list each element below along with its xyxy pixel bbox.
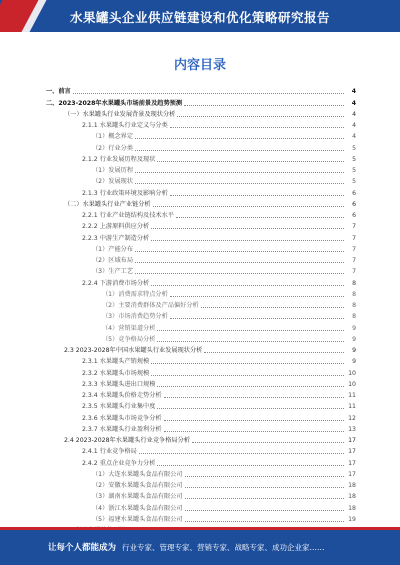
report-footer (0, 527, 400, 565)
toc-entry-title: 2.3.2 水果罐头市场规模 (82, 369, 150, 377)
toc-entry-title: 2.3.4 水果罐头价格走势分析 (82, 392, 162, 399)
toc-page-number: 8 (352, 290, 356, 298)
toc-dot-leader (170, 296, 344, 297)
toc-dot-leader (185, 476, 344, 477)
footer-red-stripe (0, 527, 400, 530)
toc-entry-title: 2.4.1 行业竞争格局 (82, 448, 137, 456)
toc-page-number: 18 (348, 504, 356, 512)
toc-page-number: 4 (351, 88, 356, 96)
report-title: 水果罐头企业供应链建设和优化策略研究报告 (69, 10, 330, 25)
toc-page-number: 5 (352, 178, 356, 186)
toc-page-number: 18 (348, 482, 356, 489)
toc-dot-leader (157, 465, 344, 466)
footer-slogan: 让每个人都能成为 (48, 543, 117, 553)
toc-page-number: 7 (352, 257, 356, 264)
toc-page-number: 18 (348, 493, 356, 501)
toc-page-number: 17 (348, 448, 356, 456)
toc-entry-title: 2.2.1 行业产业链结构及技术水平 (82, 212, 174, 219)
toc-page-number: 8 (352, 302, 356, 309)
toc-entry[interactable] (46, 424, 356, 435)
toc-entry-title: 2.1.3 行业政策环境及影响分析 (82, 189, 168, 197)
table-of-contents (46, 86, 356, 547)
toc-entry-title: 2.3 2023-2028年中国水果罐头行业发展现状分析 (64, 347, 203, 354)
toc-entry-title: （2）主要消费群体及产品偏好分析 (102, 302, 199, 309)
toc-entry[interactable] (46, 86, 356, 97)
toc-page-number: 13 (348, 425, 356, 433)
toc-dot-leader (177, 116, 344, 117)
toc-page-number: 9 (352, 324, 356, 332)
toc-entry[interactable] (46, 289, 356, 300)
toc-entry[interactable] (46, 480, 356, 491)
toc-entry[interactable] (46, 367, 356, 378)
toc-dot-leader (73, 93, 344, 94)
toc-entry[interactable] (46, 142, 356, 153)
toc-page-number: 10 (348, 380, 356, 388)
toc-dot-leader (164, 397, 344, 398)
toc-heading: 内容目录 (173, 58, 226, 73)
toc-entry[interactable] (46, 356, 356, 367)
toc-entry-title: （4）营销渠道分析 (102, 324, 156, 332)
toc-entry[interactable] (46, 244, 356, 255)
toc-page-number: 7 (352, 268, 356, 276)
toc-page-number: 7 (352, 223, 356, 231)
toc-entry-title: （1）发展历程 (92, 167, 134, 174)
toc-page-number: 6 (352, 212, 356, 219)
toc-entry[interactable] (46, 390, 356, 401)
toc-entry-title: 2.3.7 水果罐头行业盈利分析 (82, 425, 162, 433)
toc-entry-title: 2.1.2 行业发展历程及现状 (82, 155, 156, 163)
toc-entry-title: （1）大连水果罐头食品有限公司 (92, 470, 183, 478)
toc-dot-leader (176, 217, 344, 218)
toc-page-number: 11 (348, 392, 356, 399)
toc-entry[interactable] (46, 232, 356, 243)
toc-entry[interactable] (46, 334, 356, 345)
toc-entry-title: 2.4 2023-2028年水果罐头行业竞争格局分析 (64, 437, 190, 444)
toc-page-number: 17 (348, 459, 356, 467)
toc-entry-title: （一）水果罐头行业发展背景及现状分析 (64, 110, 176, 118)
toc-dot-leader (157, 341, 344, 342)
toc-entry[interactable] (46, 446, 356, 457)
toc-dot-leader (139, 453, 344, 454)
toc-dot-leader (164, 431, 344, 432)
toc-page-number: 8 (352, 279, 356, 287)
toc-dot-leader (157, 330, 344, 331)
toc-dot-leader (185, 487, 344, 488)
toc-dot-leader (170, 318, 344, 319)
toc-entry-title: （3）湖南水果罐头食品有限公司 (92, 493, 183, 501)
toc-page-number: 8 (352, 313, 356, 321)
toc-entry[interactable] (46, 514, 356, 525)
toc-entry-title: 2.4.2 重点企业竞争力分析 (82, 459, 156, 467)
toc-entry-title: 2.3.1 水果罐头产销规模 (82, 358, 150, 366)
toc-entry-title: 2.1.1 水果罐头行业定义与分类 (82, 122, 168, 129)
toc-entry[interactable] (46, 311, 356, 322)
toc-entry-title: （1）消费需求特点分析 (102, 290, 168, 298)
toc-entry[interactable] (46, 165, 356, 176)
toc-entry-title: 2.2.3 中游生产制造分析 (82, 234, 150, 242)
toc-page-number: 5 (352, 144, 356, 152)
toc-dot-leader (185, 510, 344, 511)
toc-page-number: 7 (352, 234, 356, 242)
toc-dot-leader (153, 206, 344, 207)
toc-dot-leader (201, 307, 344, 308)
toc-dot-leader (170, 127, 344, 128)
toc-dot-leader (164, 420, 344, 421)
toc-page-number: 5 (352, 155, 356, 163)
toc-entry-title: （2）安徽水果罐头食品有限公司 (92, 482, 183, 489)
toc-entry-title: （2）行业分类 (92, 144, 134, 152)
toc-entry-title: 一、前言 (46, 88, 71, 96)
toc-page-number: 6 (352, 189, 356, 197)
toc-entry[interactable] (46, 457, 356, 468)
toc-page-number: 9 (352, 358, 356, 366)
toc-dot-leader (157, 161, 344, 162)
toc-entry-title: 2.3.6 水果罐头市场竞争分析 (82, 414, 162, 422)
toc-entry[interactable] (46, 469, 356, 480)
toc-entry[interactable] (46, 187, 356, 198)
toc-dot-leader (151, 285, 344, 286)
toc-entry[interactable] (46, 131, 356, 142)
toc-dot-leader (192, 442, 344, 443)
toc-entry[interactable] (46, 502, 356, 513)
toc-page-number: 7 (352, 245, 356, 253)
toc-dot-leader (135, 273, 344, 274)
toc-entry[interactable] (46, 491, 356, 502)
toc-page-number: 10 (348, 369, 356, 377)
toc-entry[interactable] (46, 379, 356, 390)
toc-entry[interactable] (46, 266, 356, 277)
toc-dot-leader (135, 138, 344, 139)
toc-entry[interactable] (46, 210, 356, 221)
toc-page-number: 9 (352, 335, 356, 343)
toc-entry[interactable] (46, 412, 356, 423)
toc-entry-title: （3）生产工艺 (92, 268, 134, 276)
toc-entry-title: 二、2023-2028年水果罐头市场前景及趋势预测 (46, 99, 183, 107)
toc-entry[interactable] (46, 277, 356, 288)
toc-dot-leader (157, 408, 344, 409)
toc-dot-leader (135, 150, 344, 151)
toc-entry-title: （1）概念界定 (92, 133, 134, 141)
toc-dot-leader (135, 172, 344, 173)
toc-entry[interactable] (46, 255, 356, 266)
toc-dot-leader (185, 521, 344, 522)
toc-page-number: 9 (352, 347, 356, 354)
toc-page-number: 19 (348, 515, 356, 523)
toc-entry[interactable] (46, 97, 356, 108)
toc-dot-leader (157, 386, 344, 387)
toc-entry[interactable] (46, 322, 356, 333)
toc-page-number: 12 (348, 414, 356, 422)
toc-dot-leader (151, 363, 344, 364)
toc-entry[interactable] (46, 401, 356, 412)
toc-page-number: 11 (348, 403, 356, 411)
toc-entry[interactable] (46, 199, 356, 210)
toc-dot-leader (170, 195, 344, 196)
toc-dot-leader (204, 352, 344, 353)
toc-entry-title: （3）市场消费趋势分析 (102, 313, 168, 321)
toc-entry-title: （二）水果罐头行业产业链分析 (64, 200, 151, 208)
toc-entry-title: （1）产能分布 (92, 245, 134, 253)
toc-dot-leader (184, 105, 344, 106)
toc-dot-leader (151, 375, 344, 376)
toc-dot-leader (135, 183, 344, 184)
toc-entry-title: （2）区域布局 (92, 257, 134, 264)
toc-entry-title: （5）竞争格局分析 (102, 335, 156, 343)
toc-entry-title: 2.3.5 水果罐头行业集中度 (82, 403, 156, 411)
toc-entry[interactable] (46, 435, 356, 446)
report-header (0, 0, 400, 32)
toc-entry-title: 2.2.4 下游消费市场分析 (82, 279, 150, 287)
toc-dot-leader (135, 262, 344, 263)
toc-entry[interactable] (46, 109, 356, 120)
toc-entry[interactable] (46, 221, 356, 232)
footer-roles: 行业专家、管理专家、营销专家、战略专家、成功企业家…… (122, 543, 325, 552)
toc-page-number: 4 (351, 99, 356, 107)
toc-entry-title: 2.2.2 上游原料供应分析 (82, 223, 150, 231)
toc-dot-leader (135, 251, 344, 252)
toc-entry-title: （4）浙江水果罐头食品有限公司 (92, 504, 183, 512)
toc-entry[interactable] (46, 154, 356, 165)
toc-entry-title: （5）福建水果罐头食品有限公司 (92, 515, 183, 523)
toc-page-number: 4 (352, 122, 356, 129)
toc-dot-leader (151, 228, 344, 229)
toc-page-number: 4 (352, 110, 356, 118)
toc-entry[interactable] (46, 120, 356, 131)
toc-entry-title: 2.3.3 水果罐头进出口规模 (82, 380, 156, 388)
toc-entry-title: （2）发展现状 (92, 178, 134, 186)
toc-page-number: 5 (352, 167, 356, 174)
toc-page-number: 17 (348, 470, 356, 478)
toc-entry[interactable] (46, 176, 356, 187)
toc-entry[interactable] (46, 300, 356, 311)
toc-page-number: 4 (352, 133, 356, 141)
toc-page-number: 17 (348, 437, 356, 444)
toc-dot-leader (151, 240, 344, 241)
toc-page-number: 6 (352, 200, 356, 208)
toc-dot-leader (185, 498, 344, 499)
toc-entry[interactable] (46, 345, 356, 356)
